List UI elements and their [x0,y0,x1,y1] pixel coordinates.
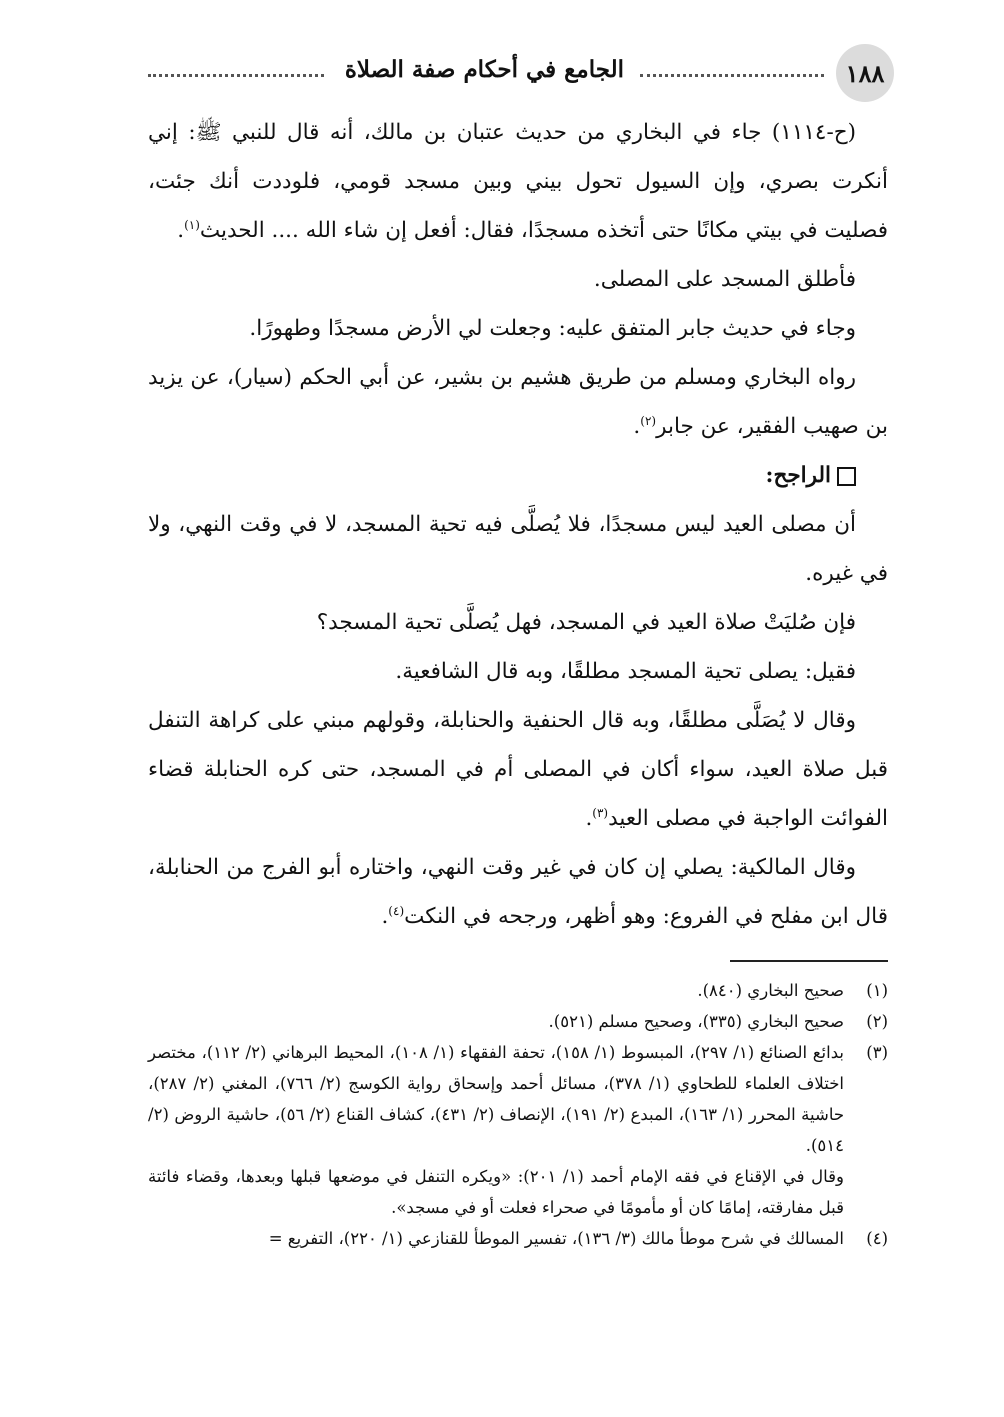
main-text [148,108,888,941]
paragraph-text: (ح-١١١٤) جاء في البخاري من حديث عتبان بن مالك، أنه قال للنبي ﷺ: إني أنكرت بصري، وإن السيول تحول بيني وبين مسجد قومي، فلوددت أنك جئت، فصليت في بيتي مكانًا حتى أتخذه مسجدًا، فقال: أفعل إن شاء الله .... الحديث [148,120,888,243]
checkbox-square-icon [837,467,856,486]
footnote-text: صحيح البخاري (٣٣٥)، وصحيح مسلم (٥٢١). [548,1012,844,1031]
paragraph: (ح-١١١٤) جاء في البخاري من حديث عتبان بن مالك، أنه قال للنبي ﷺ: إني أنكرت بصري، وإن السيول تحول بيني وبين مسجد قومي، فلوددت أنك جئت، فصليت في بيتي مكانًا حتى أتخذه مسجدًا، فقال: أفعل إن شاء الله .... الحديث$^{(١)}$. [148,120,888,243]
paragraph-text: وقال المالكية: يصلي إن كان في غير وقت النهي، واختاره أبو الفرج من الحنابلة، قال ابن مفلح في الفروع: وهو أظهر، ورجحه في النكت [148,855,888,929]
footnotes [148,975,888,1254]
footnote-number: (٣) [866,1043,888,1062]
paragraph: رواه البخاري ومسلم من طريق هشيم بن بشير، عن أبي الحكم (سيار)، عن يزيد بن صهيب الفقير، عن جابر$^{(٢)}$. [148,365,888,439]
header-dots-right [640,74,824,77]
footnote-ref[interactable]: (١) [184,217,200,232]
footnote-continuation: وقال في الإقناع في فقه الإمام أحمد (١/ ٢٠١): «ويكره التنفل في موضعها قبلها وبعدها، وقضاء فائتة قبل مفارقته، إمامًا كان أو مأمومًا في صحراء فعلت أو في مسجد». [148,1167,844,1217]
footnote [148,1223,888,1254]
footnote-text: صحيح البخاري (٨٤٠). [697,981,844,1000]
paragraph: فقيل: يصلى تحية المسجد مطلقًا، وبه قال الشافعية. [395,659,856,684]
footnote-ref[interactable]: (٤) [388,903,405,918]
header-dots-left [148,74,324,77]
page-number: ١٨٨ [836,44,894,102]
paragraph: أن مصلى العيد ليس مسجدًا، فلا يُصلَّى فيه تحية المسجد، لا في وقت النهي، ولا في غيره. [148,512,888,586]
page-header [148,44,894,102]
paragraph: وجاء في حديث جابر المتفق عليه: وجعلت لي الأرض مسجدًا وطهورًا. [249,316,856,341]
paragraph: وقال المالكية: يصلي إن كان في غير وقت النهي، واختاره أبو الفرج من الحنابلة، قال ابن مفلح في الفروع: وهو أظهر، ورجحه في النكت$^{(٤)}$. [148,855,888,929]
footnote-text: بدائع الصنائع (١/ ٢٩٧)، المبسوط (١/ ١٥٨)، تحفة الفقهاء (١/ ١٠٨)، المحيط البرهاني (٢/ ١١٢)، مختصر اختلاف العلماء للطحاوي (١/ ٣٧٨)، مسائل أحمد وإسحاق رواية الكوسج (٢/ ٧٦٦)، المغني (٢/ ٢٨٧)، حاشية المحرر (١/ ١٦٣)، المبدع (٢/ ١٩١)، الإنصاف (٢/ ٤٣١)، كشاف القناع (٢/ ٥٦)، حاشية الروض (٢/ ٥١٤). [148,1043,845,1155]
footnote [148,1006,888,1037]
footnote-number: (١) [866,981,888,1000]
section-heading [148,451,888,500]
footnote [148,975,888,1006]
paragraph: فأطلق المسجد على المصلى. [593,267,856,292]
footnote-number: (٤) [866,1229,888,1248]
paragraph: وقال لا يُصَلَّى مطلقًا، وبه قال الحنفية والحنابلة، وقولهم مبني على كراهة التنفل قبل صلاة العيد، سواء أكان في المصلى أم في المسجد، حتى كره الحنابلة قضاء الفوائت الواجبة في مصلى العيد$^{(٣)}$. [148,708,888,831]
footnote-number: (٢) [866,1012,888,1031]
heading-text: الراجح: [765,463,831,488]
paragraph: فإن صُليَتْ صلاة العيد في المسجد، فهل يُصلَّى تحية المسجد؟ [316,610,856,635]
book-title: الجامع في أحكام صفة الصلاة [344,56,624,83]
footnote [148,1037,888,1161]
footnote-ref[interactable]: (٣) [592,805,609,820]
footnote-divider [730,960,888,962]
paragraph-text: رواه البخاري ومسلم من طريق هشيم بن بشير، عن أبي الحكم (سيار)، عن يزيد بن صهيب الفقير، عن جابر [148,365,888,439]
paragraph-text: وقال لا يُصَلَّى مطلقًا، وبه قال الحنفية والحنابلة، وقولهم مبني على كراهة التنفل قبل صلاة العيد، سواء أكان في المصلى أم في المسجد، حتى كره الحنابلة قضاء الفوائت الواجبة في مصلى العيد [148,708,888,831]
footnote-ref[interactable]: (٢) [640,413,657,428]
footnote-text: المسالك في شرح موطأ مالك (٣/ ١٣٦)، تفسير الموطأ للقنازعي (١/ ٢٢٠)، التفريع = [268,1229,844,1248]
